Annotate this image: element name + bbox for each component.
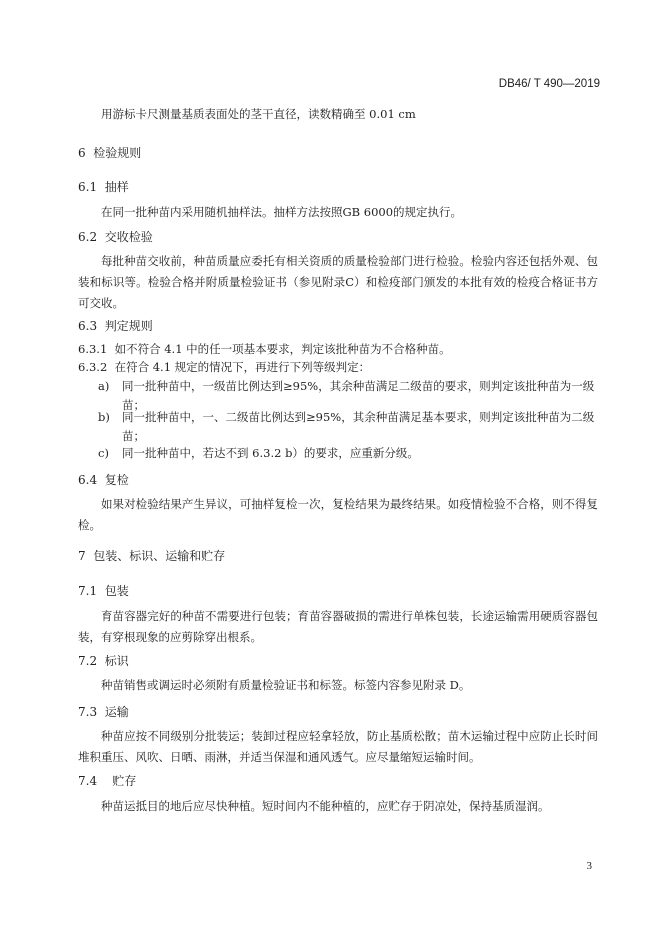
list-letter: b): [98, 410, 110, 424]
section-7-2-heading: [78, 653, 129, 670]
list-text: 同一批种苗中，一、二级苗比例达到≥95%，其余种苗满足基本要求，则判定该批种苗为二级苗；: [122, 410, 595, 443]
section-title: 贮存: [112, 774, 137, 788]
section-title: 判定规则: [104, 319, 153, 333]
intro-paragraph: 用游标卡尺测量基质表面处的茎干直径，读数精确至 0.01 cm: [101, 107, 416, 121]
section-7-4-text: 种苗运抵目的地后应尽快种植。短时间内不能种植的，应贮存于阴凉处，保持基质湿润。: [101, 799, 550, 813]
section-number: 6.1: [78, 180, 98, 194]
section-title: 复检: [104, 473, 129, 487]
section-7-3-text: 种苗应按不同级别分批装运；装卸过程应轻拿轻放，防止基质松散；苗木运输过程中应防止长时间堆积重压、风吹、日晒、雨淋，并适当保湿和通风透气。应尽量缩短运输时间。: [78, 729, 598, 764]
section-7-1-heading: [78, 583, 129, 600]
section-6-4-text: 如果对检验结果产生异议，可抽样复检一次，复检结果为最终结果。如疫情检验不合格，则不得复检。: [78, 497, 598, 532]
section-6-2-text: 每批种苗交收前，种苗质量应委托有相关资质的质量检验部门进行检验。检验内容还包括外观、包装和标识等。检验合格并附质量检验证书（参见附录C）和检疫部门颁发的本批有效的检疫合格证书方可交收。: [78, 254, 598, 310]
section-title: 交收检验: [104, 230, 153, 244]
section-6-3-heading: [78, 318, 153, 335]
section-number: 7.2: [78, 654, 98, 668]
section-title: 检验规则: [93, 146, 142, 160]
standard-code: DB46/ T 490—2019: [498, 78, 600, 90]
clause-number: 6.3.2: [78, 360, 108, 374]
section-6-heading: [78, 145, 141, 162]
section-6-4-heading: [78, 472, 129, 489]
list-item-b: [98, 408, 598, 446]
clause-6-3-2: [78, 359, 370, 376]
section-6-2-heading: [78, 229, 153, 246]
list-text: 同一批种苗中，若达不到 6.3.2 b）的要求，应重新分级。: [122, 446, 419, 460]
section-number: 7.4: [78, 774, 98, 788]
section-title: 运输: [104, 705, 129, 719]
section-7-2-text: 种苗销售或调运时必须附有质量检验证书和标签。标签内容参见附录 D。: [101, 678, 471, 692]
section-number: 6.4: [78, 473, 98, 487]
section-number: 6: [78, 146, 86, 160]
clause-text: 如不符合 4.1 中的任一项基本要求，判定该批种苗为不合格种苗。: [114, 342, 451, 356]
section-number: 6.3: [78, 319, 98, 333]
section-7-heading: [78, 548, 225, 565]
list-item-c: [98, 444, 598, 463]
section-6-1-heading: [78, 179, 129, 196]
section-title: 标识: [104, 654, 129, 668]
section-number: 7.3: [78, 705, 98, 719]
list-letter: a): [98, 379, 110, 393]
section-6-1-text: 在同一批种苗内采用随机抽样法。抽样方法按照GB 6000的规定执行。: [101, 205, 463, 219]
clause-text: 在符合 4.1 规定的情况下，再进行下列等级判定：: [114, 360, 371, 374]
section-title: 抽样: [104, 180, 129, 194]
clause-6-3-1: [78, 341, 451, 358]
section-number: 6.2: [78, 230, 98, 244]
section-7-1-text: 育苗容器完好的种苗不需要进行包装；育苗容器破损的需进行单株包装，长途运输需用硬质容器包装，有穿根现象的应剪除穿出根系。: [78, 609, 598, 644]
page-number: 3: [586, 860, 592, 872]
list-letter: c): [98, 446, 109, 460]
clause-number: 6.3.1: [78, 342, 108, 356]
section-7-4-heading: [78, 773, 136, 790]
list-text: 同一批种苗中，一级苗比例达到≥95%，其余种苗满足二级苗的要求，则判定该批种苗为一级苗；: [122, 379, 595, 412]
section-title: 包装: [104, 584, 129, 598]
section-number: 7: [78, 549, 86, 563]
section-7-3-heading: [78, 704, 129, 721]
section-number: 7.1: [78, 584, 98, 598]
section-title: 包装、标识、运输和贮存: [93, 549, 226, 563]
